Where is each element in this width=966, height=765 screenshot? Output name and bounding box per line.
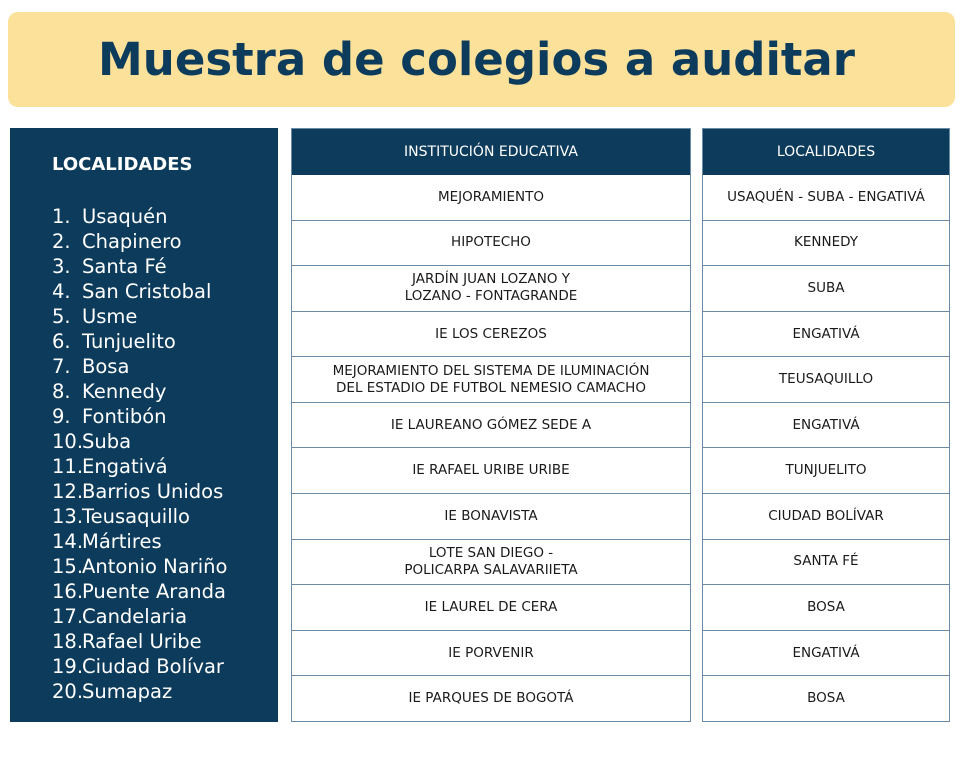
institution-rows	[292, 175, 690, 721]
list-item-number: 15.	[52, 555, 84, 578]
list-item	[52, 254, 278, 279]
list-item-number: 9.	[52, 405, 71, 428]
list-item-name: Puente Aranda	[82, 580, 226, 603]
localidad-cell: BOSA	[703, 675, 949, 721]
list-item-number: 8.	[52, 380, 71, 403]
list-item-name: Suba	[82, 430, 132, 453]
list-item-number: 12.	[52, 480, 84, 503]
list-item-number: 2.	[52, 230, 71, 253]
list-item-name: Chapinero	[82, 230, 182, 253]
localidades-list	[52, 204, 278, 704]
list-item-number: 6.	[52, 330, 71, 353]
list-item-number: 19.	[52, 655, 84, 678]
sidebar-heading: LOCALIDADES	[52, 154, 193, 175]
localidad-cell: USAQUÉN - SUBA - ENGATIVÁ	[727, 188, 925, 205]
institution-cell: IE BONAVISTA	[292, 493, 690, 539]
list-item-number: 20.	[52, 680, 84, 703]
list-item-name: Teusaquillo	[82, 505, 190, 528]
title-banner	[8, 12, 955, 107]
list-item-name: Kennedy	[82, 380, 167, 403]
localidad-rows	[703, 175, 949, 721]
localidad-cell: SUBA	[703, 265, 949, 311]
list-item-name: Candelaria	[82, 605, 188, 628]
list-item-name: Mártires	[82, 530, 162, 553]
list-item	[52, 504, 278, 529]
institution-cell: IE PORVENIR	[292, 630, 690, 676]
list-item-number: 17.	[52, 605, 84, 628]
localidad-column	[702, 128, 950, 722]
institution-cell: JARDÍN JUAN LOZANO Y LOZANO - FONTAGRANDE	[292, 265, 690, 311]
localidad-header: LOCALIDADES	[703, 129, 949, 175]
list-item-number: 1.	[52, 205, 71, 228]
list-item-number: 18.	[52, 630, 84, 653]
institution-cell: IE LAUREANO GÓMEZ SEDE A	[292, 402, 690, 448]
list-item	[52, 304, 278, 329]
list-item-name: Tunjuelito	[82, 330, 176, 353]
institution-cell: LOTE SAN DIEGO - POLICARPA SALAVARIIETA	[292, 539, 690, 585]
list-item	[52, 279, 278, 304]
list-item	[52, 604, 278, 629]
list-item-number: 10.	[52, 430, 84, 453]
institution-column	[291, 128, 691, 722]
list-item-name: San Cristobal	[82, 280, 212, 303]
localidad-cell: BOSA	[703, 584, 949, 630]
institution-cell: MEJORAMIENTO DEL SISTEMA DE ILUMINACIÓN DEL ESTADIO DE FUTBOL NEMESIO CAMACHO	[292, 356, 690, 402]
list-item-number: 14.	[52, 530, 84, 553]
institution-cell: IE LAUREL DE CERA	[292, 584, 690, 630]
list-item-number: 5.	[52, 305, 71, 328]
list-item	[52, 654, 278, 679]
list-item	[52, 204, 278, 229]
list-item-name: Antonio Nariño	[82, 555, 228, 578]
list-item	[52, 429, 278, 454]
institution-cell: HIPOTECHO	[292, 220, 690, 266]
list-item-name: Barrios Unidos	[82, 480, 224, 503]
list-item	[52, 479, 278, 504]
list-item-name: Fontibón	[82, 405, 167, 428]
list-item	[52, 354, 278, 379]
list-item-number: 16.	[52, 580, 84, 603]
list-item-number: 4.	[52, 280, 71, 303]
list-item	[52, 579, 278, 604]
list-item-name: Santa Fé	[82, 255, 167, 278]
list-item-name: Sumapaz	[82, 680, 173, 703]
localidades-sidebar	[10, 128, 278, 722]
list-item-name: Engativá	[82, 455, 168, 478]
list-item-number: 7.	[52, 355, 71, 378]
institution-cell: IE PARQUES DE BOGOTÁ	[292, 675, 690, 721]
page-title: Muestra de colegios a auditar	[98, 33, 855, 86]
list-item-name: Ciudad Bolívar	[82, 655, 224, 678]
localidad-cell: ENGATIVÁ	[703, 402, 949, 448]
localidad-cell: TUNJUELITO	[703, 447, 949, 493]
list-item-number: 3.	[52, 255, 71, 278]
list-item-name: Bosa	[82, 355, 130, 378]
list-item	[52, 454, 278, 479]
list-item-name: Usaquén	[82, 205, 168, 228]
localidad-cell: KENNEDY	[703, 220, 949, 266]
list-item	[52, 629, 278, 654]
list-item-name: Usme	[82, 305, 138, 328]
localidad-cell: CIUDAD BOLÍVAR	[703, 493, 949, 539]
institution-header: INSTITUCIÓN EDUCATIVA	[292, 129, 690, 175]
institution-cell: IE RAFAEL URIBE URIBE	[292, 447, 690, 493]
list-item	[52, 229, 278, 254]
list-item-name: Rafael Uribe	[82, 630, 202, 653]
list-item	[52, 404, 278, 429]
institution-cell: MEJORAMIENTO	[438, 188, 544, 205]
list-item	[52, 679, 278, 704]
list-item-number: 13.	[52, 505, 84, 528]
list-item	[52, 529, 278, 554]
localidad-cell: ENGATIVÁ	[703, 311, 949, 357]
list-item-number: 11.	[52, 455, 84, 478]
list-item	[52, 554, 278, 579]
localidad-cell: TEUSAQUILLO	[703, 356, 949, 402]
institution-cell: IE LOS CEREZOS	[292, 311, 690, 357]
localidad-cell: ENGATIVÁ	[703, 630, 949, 676]
list-item	[52, 379, 278, 404]
localidad-cell: SANTA FÉ	[703, 539, 949, 585]
list-item	[52, 329, 278, 354]
